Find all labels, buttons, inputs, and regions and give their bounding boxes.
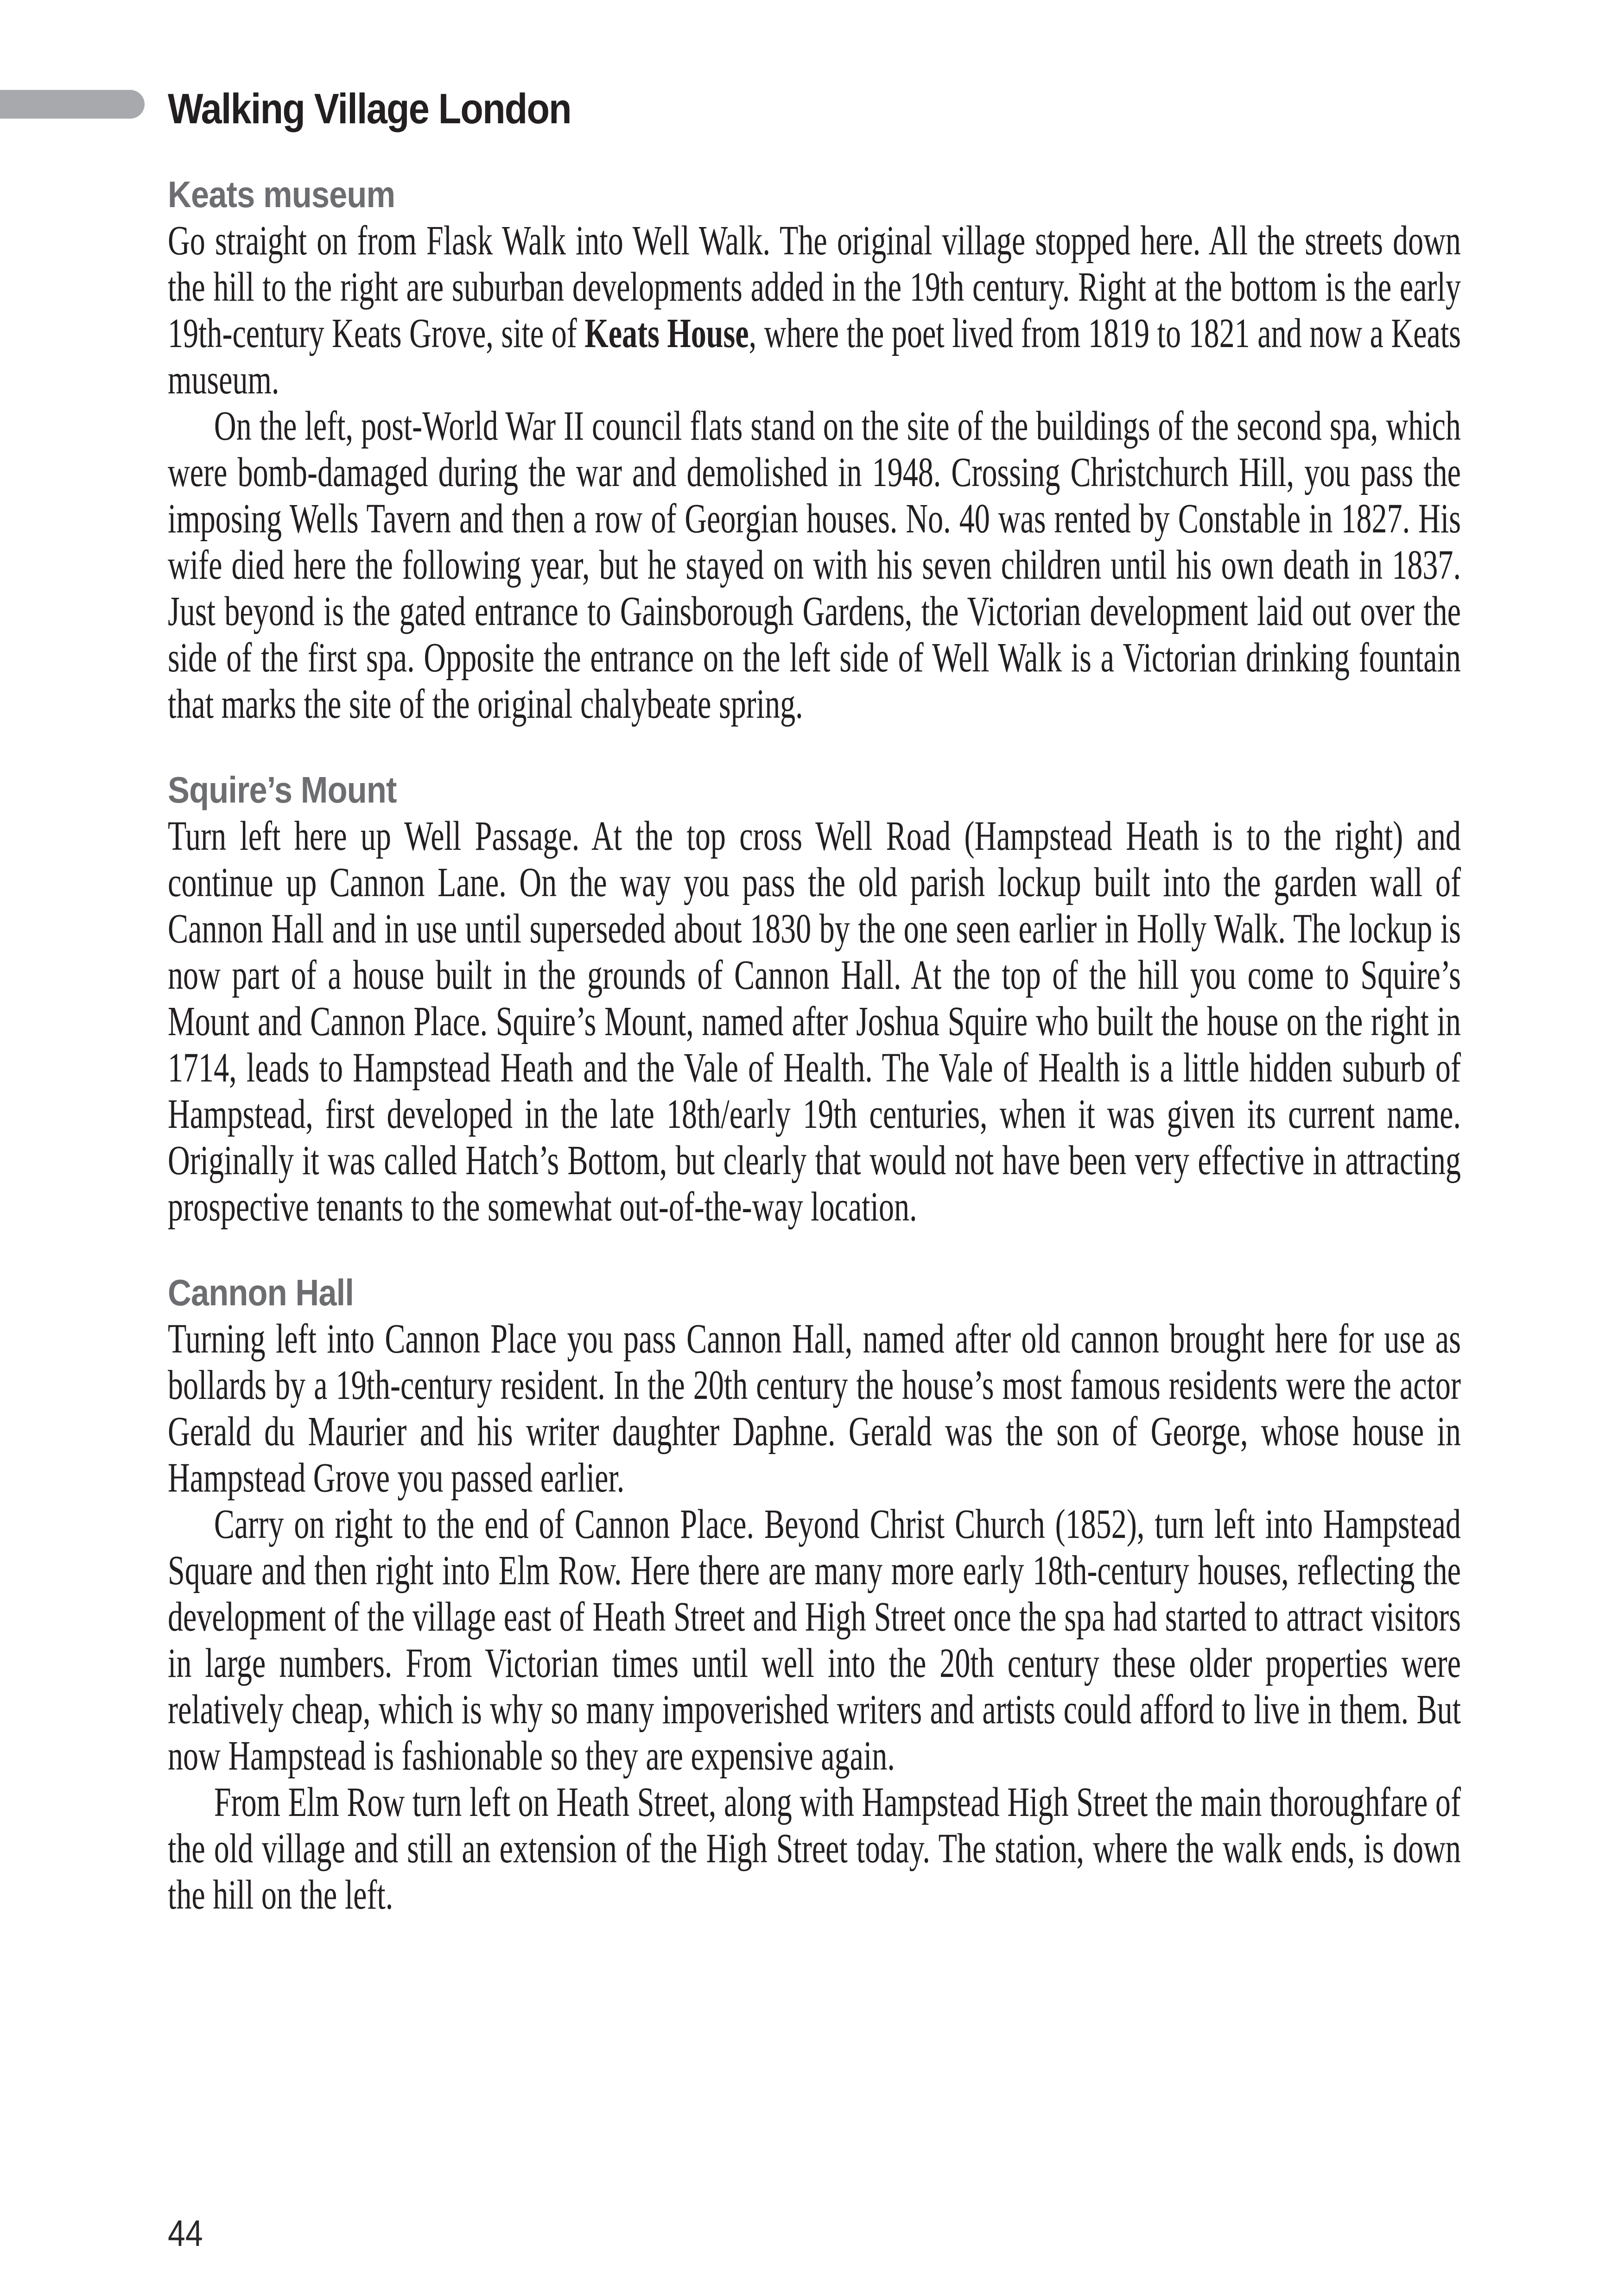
bold-keats-house: Keats House: [584, 310, 749, 356]
paragraph: Turning left into Cannon Place you pass Cannon Hall, named after old cannon brought here for use as bollards by a 19th-century resident. In the 20th century the house’s most famous residents were the actor Gerald du Maurier and his writer daughter Daphne. Gerald was the son of George, whose house in Hampstead Grove you passed earlier.: [168, 1316, 1461, 1501]
paragraph: Turn left here up Well Passage. At the top cross Well Road (Hampstead Heath is to the right) and continue up Cannon Lane. On the way you pass the old parish lockup built into the garden wall of Cannon Hall and in use until superseded about 1830 by the one seen earlier in Holly Walk. The lockup is now part of a house built in the grounds of Cannon Hall. At the top of the hill you come to Squire’s Mount and Cannon Place. Squire’s Mount, named after Joshua Squire who built the house on the right in 1714, leads to Hampstead Heath and the Vale of Health. The Vale of Health is a little hidden suburb of Hampstead, first developed in the late 18th/early 19th centuries, when it was given its current name. Originally it was called Hatch’s Bottom, but clearly that would not have been very effective in attracting prospective tenants to the somewhat out-of-the-way location.: [168, 813, 1461, 1230]
paragraph: From Elm Row turn left on Heath Street, along with Hampstead High Street the main thoroughfare of the old village and still an extension of the High Street today. The station, where the walk ends, is down the hill on the left.: [168, 1779, 1461, 1918]
paragraph-text: Go straight on from Flask Walk into Well Walk. The original village stopped here. All the streets down the hill to the right are suburban developments added in the 19th century. Right at the bottom is the early 19th-century Keats Grove, site of: [168, 218, 1461, 356]
paragraph: [168, 218, 1461, 403]
section-heading-squires-mount: Squire’s Mount: [168, 769, 397, 810]
section-heading-cannon-hall: Cannon Hall: [168, 1272, 354, 1313]
page-number: 44: [168, 2213, 203, 2254]
paragraph: On the left, post-World War II council flats stand on the site of the buildings of the second spa, which were bomb-damaged during the war and demolished in 1948. Crossing Christchurch Hill, you pass the imposing Wells Tavern and then a row of Georgian houses. No. 40 was rented by Constable in 1827. His wife died here the following year, but he stayed on with his seven children until his own death in 1837. Just beyond is the gated entrance to Gainsborough Gardens, the Victorian development laid out over the side of the first spa. Opposite the entrance on the left side of Well Walk is a Victorian drinking fountain that marks the site of the original chalybeate spring.: [168, 403, 1461, 727]
page-title: Walking Village London: [168, 85, 571, 133]
section-cannon-hall: [168, 1270, 1618, 1918]
section-squires-mount: [168, 767, 1618, 1230]
margin-tab: [0, 90, 145, 119]
section-keats-museum: [168, 171, 1618, 727]
paragraph-text: , where the poet lived from 1819 to 1821 and now a Keats museum.: [168, 310, 1461, 403]
page-header: [168, 86, 1618, 132]
text-column: [168, 171, 1618, 1918]
paragraph: Carry on right to the end of Cannon Place. Beyond Christ Church (1852), turn left into Hampstead Square and then right into Elm Row. Here there are many more early 18th-century houses, reflecting the development of the village east of Heath Street and High Street once the spa had started to attract visitors in large numbers. From Victorian times until well into the 20th century these older properties were relatively cheap, which is why so many impoverished writers and artists could afford to live in them. But now Hampstead is fashionable so they are expensive again.: [168, 1501, 1461, 1779]
section-heading-keats-museum: Keats museum: [168, 174, 395, 215]
